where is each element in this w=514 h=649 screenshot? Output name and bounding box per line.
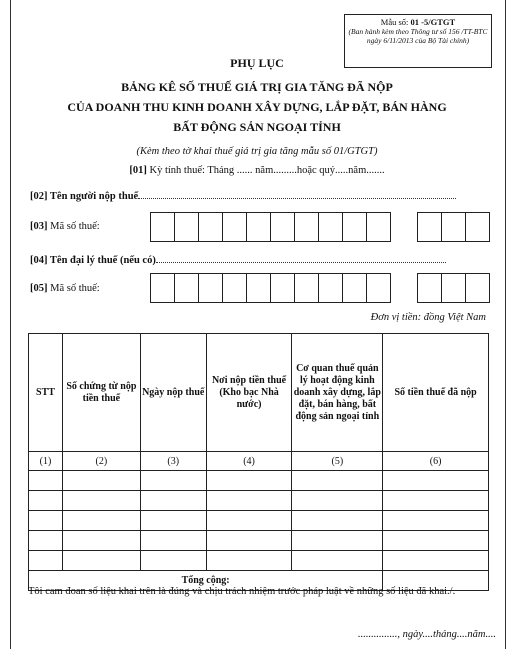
header-tax-authority: Cơ quan thuế quản lý hoạt động kinh doanh xây dựng, lắp đặt, bán hàng, bất động sản ngoại tỉnh xyxy=(292,334,383,452)
table-row[interactable] xyxy=(29,531,489,551)
tax-code-05-suffix-boxes[interactable] xyxy=(418,273,490,303)
title-appendix: PHỤ LỤC xyxy=(230,56,284,70)
table-row[interactable] xyxy=(29,471,489,491)
tax-code-03-num: [03] xyxy=(30,221,48,232)
col-num-2: (2) xyxy=(62,452,140,471)
tax-code-03-boxes[interactable] xyxy=(151,212,391,242)
tax-code-05-num: [05] xyxy=(30,283,48,294)
col-num-4: (4) xyxy=(206,452,292,471)
commitment-text: Tôi cam đoan số liệu khai trên là đúng và chịu trách nhiệm trước pháp luật về những số liệu đã khai./. xyxy=(28,586,456,597)
form-code xyxy=(345,17,491,27)
title-line-3: CỦA DOANH THU KINH DOANH XÂY DỰNG, LẮP ĐẶT, BÁN HÀNG xyxy=(67,100,447,114)
form-code-value: 01 -5/GTGT xyxy=(410,17,456,27)
col-num-3: (3) xyxy=(140,452,206,471)
tax-period-line xyxy=(0,165,514,176)
signature-date: ..............., ngày....tháng....năm.... xyxy=(358,629,496,640)
total-label: Tổng cộng: xyxy=(29,571,383,591)
currency-unit: Đơn vị tiền: đồng Việt Nam xyxy=(370,312,486,323)
tax-code-03-suffix-boxes[interactable] xyxy=(418,212,490,242)
header-stt: STT xyxy=(29,334,63,452)
period-text[interactable]: Kỳ tính thuế: Tháng ...... năm.........hoặc quý.....năm....... xyxy=(146,165,385,176)
header-payment-date: Ngày nộp thuế xyxy=(140,334,206,452)
tax-code-label-05 xyxy=(30,283,100,294)
taxpayer-name-dots xyxy=(138,189,456,199)
tax-code-03-label: Mã số thuế: xyxy=(47,221,100,232)
header-payment-place: Nơi nộp tiền thuế (Kho bạc Nhà nước) xyxy=(206,334,292,452)
title-line-2: BẢNG KÊ SỐ THUẾ GIÁ TRỊ GIA TĂNG ĐÃ NỘP xyxy=(121,80,393,94)
form-note: (Ban hành kèm theo Thông tư số 156 /TT-BTC ngày 6/11/2013 của Bộ Tài chính) xyxy=(348,27,488,45)
tax-paid-table xyxy=(28,333,489,591)
form-code-label: Mẫu số: xyxy=(380,17,411,27)
header-receipt-number: Số chứng từ nộp tiền thuế xyxy=(62,334,140,452)
tax-agent-name-field[interactable] xyxy=(30,253,446,266)
attach-note: (Kèm theo tờ khai thuế giá trị gia tăng mẫu số 01/GTGT) xyxy=(136,146,378,157)
col-num-1: (1) xyxy=(29,452,63,471)
period-code: [01] xyxy=(129,165,147,176)
col-num-5: (5) xyxy=(292,452,383,471)
tax-agent-name-label: [04] Tên đại lý thuế (nếu có) xyxy=(30,255,156,266)
table-row[interactable] xyxy=(29,491,489,511)
title-line-4: BẤT ĐỘNG SẢN NGOẠI TỈNH xyxy=(173,120,341,134)
table-number-row xyxy=(29,452,489,471)
tax-code-05-boxes[interactable] xyxy=(151,273,391,303)
header-tax-amount: Số tiền thuế đã nộp xyxy=(383,334,489,452)
taxpayer-name-label: [02] Tên người nộp thuế xyxy=(30,191,139,202)
tax-agent-name-dots xyxy=(156,253,446,263)
tax-code-label-03 xyxy=(30,221,100,232)
table-row[interactable] xyxy=(29,511,489,531)
col-num-6: (6) xyxy=(383,452,489,471)
table-header-row xyxy=(29,334,489,452)
table-row[interactable] xyxy=(29,551,489,571)
taxpayer-name-field[interactable] xyxy=(30,189,456,202)
tax-code-05-label: Mã số thuế: xyxy=(47,283,100,294)
